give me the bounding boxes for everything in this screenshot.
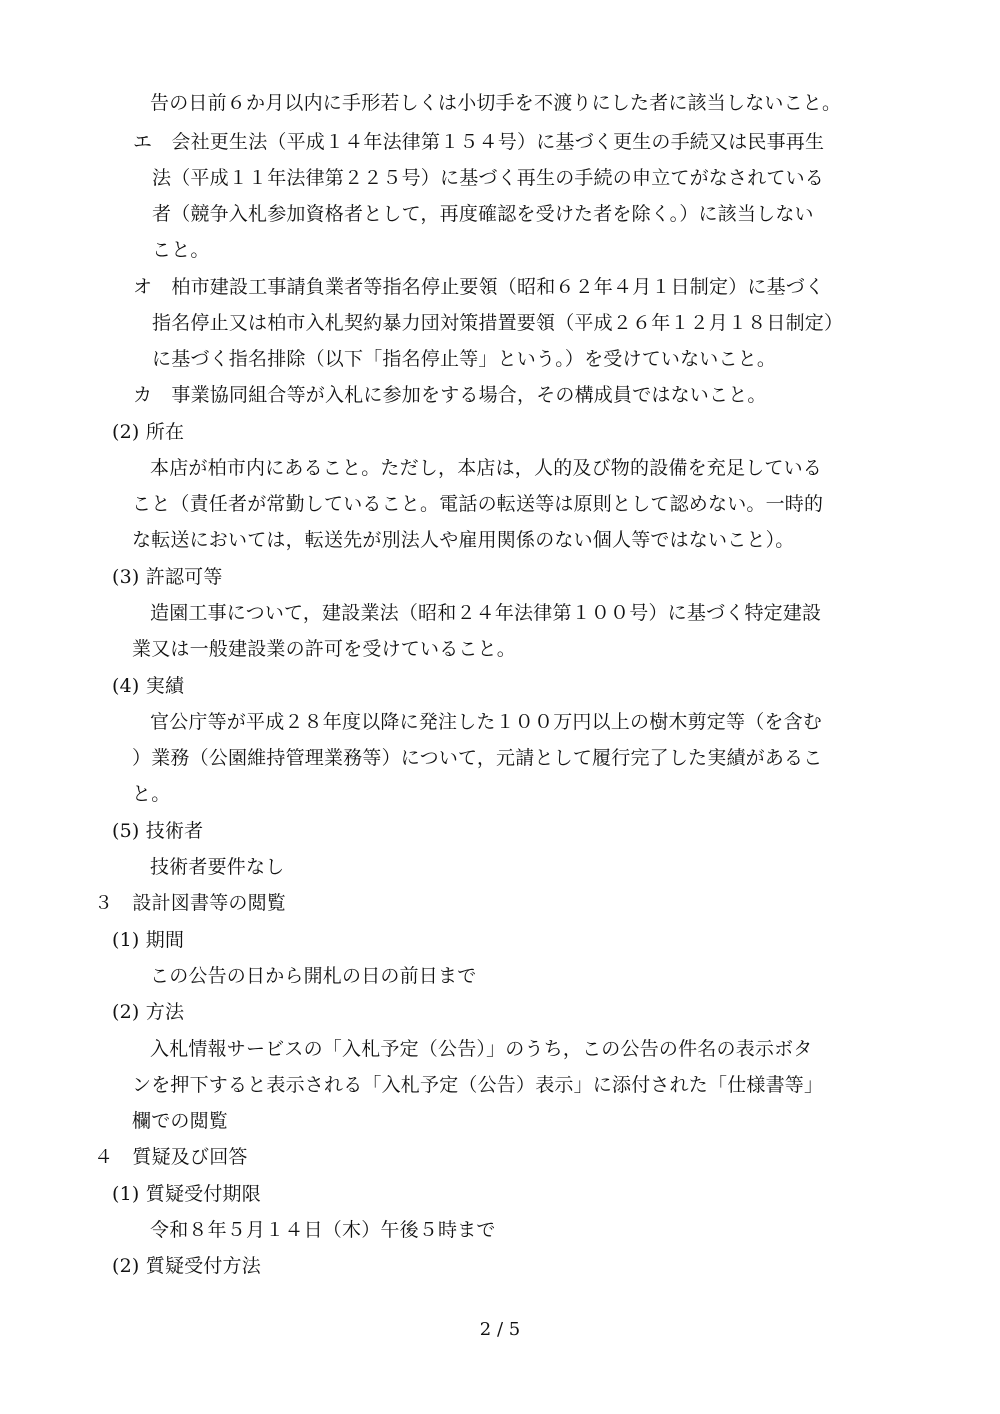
text-line: 者（競争入札参加資格者として，再度確認を受けた者を除く。）に該当しない	[152, 203, 814, 225]
text-line: 告の日前６か月以内に手形若しくは小切手を不渡りにした者に該当しないこと。	[150, 92, 842, 114]
text-line: こと（責任者が常勤していること。電話の転送等は原則として認めない。一時的	[132, 493, 824, 515]
text-line: 指名停止又は柏市入札契約暴力団対策措置要領（平成２６年１２月１８日制定）	[152, 312, 844, 334]
chapter-heading: ４ 質疑及び回答	[94, 1146, 248, 1168]
text-line: な転送においては，転送先が別法人や雇用関係のない個人等ではないこと）。	[132, 529, 795, 551]
text-line: この公告の日から開札の日の前日まで	[150, 965, 477, 987]
text-line: 造園工事について，建設業法（昭和２４年法律第１００号）に基づく特定建設	[150, 602, 822, 624]
text-line: 法（平成１１年法律第２２５号）に基づく再生の手続の申立てがなされている	[152, 167, 825, 189]
text-line: エ 会社更生法（平成１４年法律第１５４号）に基づく更生の手続又は民事再生	[133, 131, 825, 153]
section-heading: (3) 許認可等	[112, 566, 223, 588]
text-line: 業又は一般建設業の許可を受けていること。	[132, 638, 517, 660]
page-number: 2 / 5	[479, 1319, 521, 1340]
text-line: と。	[132, 783, 171, 805]
text-line: 入札情報サービスの「入札予定（公告）」のうち，この公告の件名の表示ボタ	[150, 1038, 813, 1060]
text-line: 欄での閲覧	[132, 1110, 229, 1132]
text-line: ）業務（公園維持管理業務等）について，元請として履行完了した実績があるこ	[132, 747, 823, 769]
section-heading: (1) 期間	[112, 929, 185, 951]
section-heading: (1) 質疑受付期限	[112, 1183, 261, 1205]
text-line: カ 事業協同組合等が入札に参加をする場合，その構成員ではないこと。	[133, 384, 767, 406]
text-line: 技術者要件なし	[150, 856, 285, 878]
text-line: こと。	[152, 239, 210, 261]
chapter-heading: ３ 設計図書等の閲覧	[94, 892, 287, 914]
section-heading: (2) 方法	[112, 1001, 185, 1023]
section-heading: (2) 質疑受付方法	[112, 1255, 261, 1277]
section-heading: (2) 所在	[112, 421, 185, 443]
section-heading: (4) 実績	[112, 675, 185, 697]
section-heading: (5) 技術者	[112, 820, 204, 842]
text-line: オ 柏市建設工事請負業者等指名停止要領（昭和６２年４月１日制定）に基づく	[133, 276, 825, 298]
text-line: 令和８年５月１４日（木）午後５時まで	[150, 1219, 496, 1241]
text-line: ンを押下すると表示される「入札予定（公告）表示」に添付された「仕様書等」	[132, 1074, 824, 1096]
text-line: に基づく指名排除（以下「指名停止等」という。）を受けていないこと。	[152, 348, 777, 370]
text-line: 本店が柏市内にあること。ただし，本店は，人的及び物的設備を充足している	[150, 457, 823, 479]
text-line: 官公庁等が平成２８年度以降に発注した１００万円以上の樹木剪定等（を含む	[150, 711, 823, 733]
